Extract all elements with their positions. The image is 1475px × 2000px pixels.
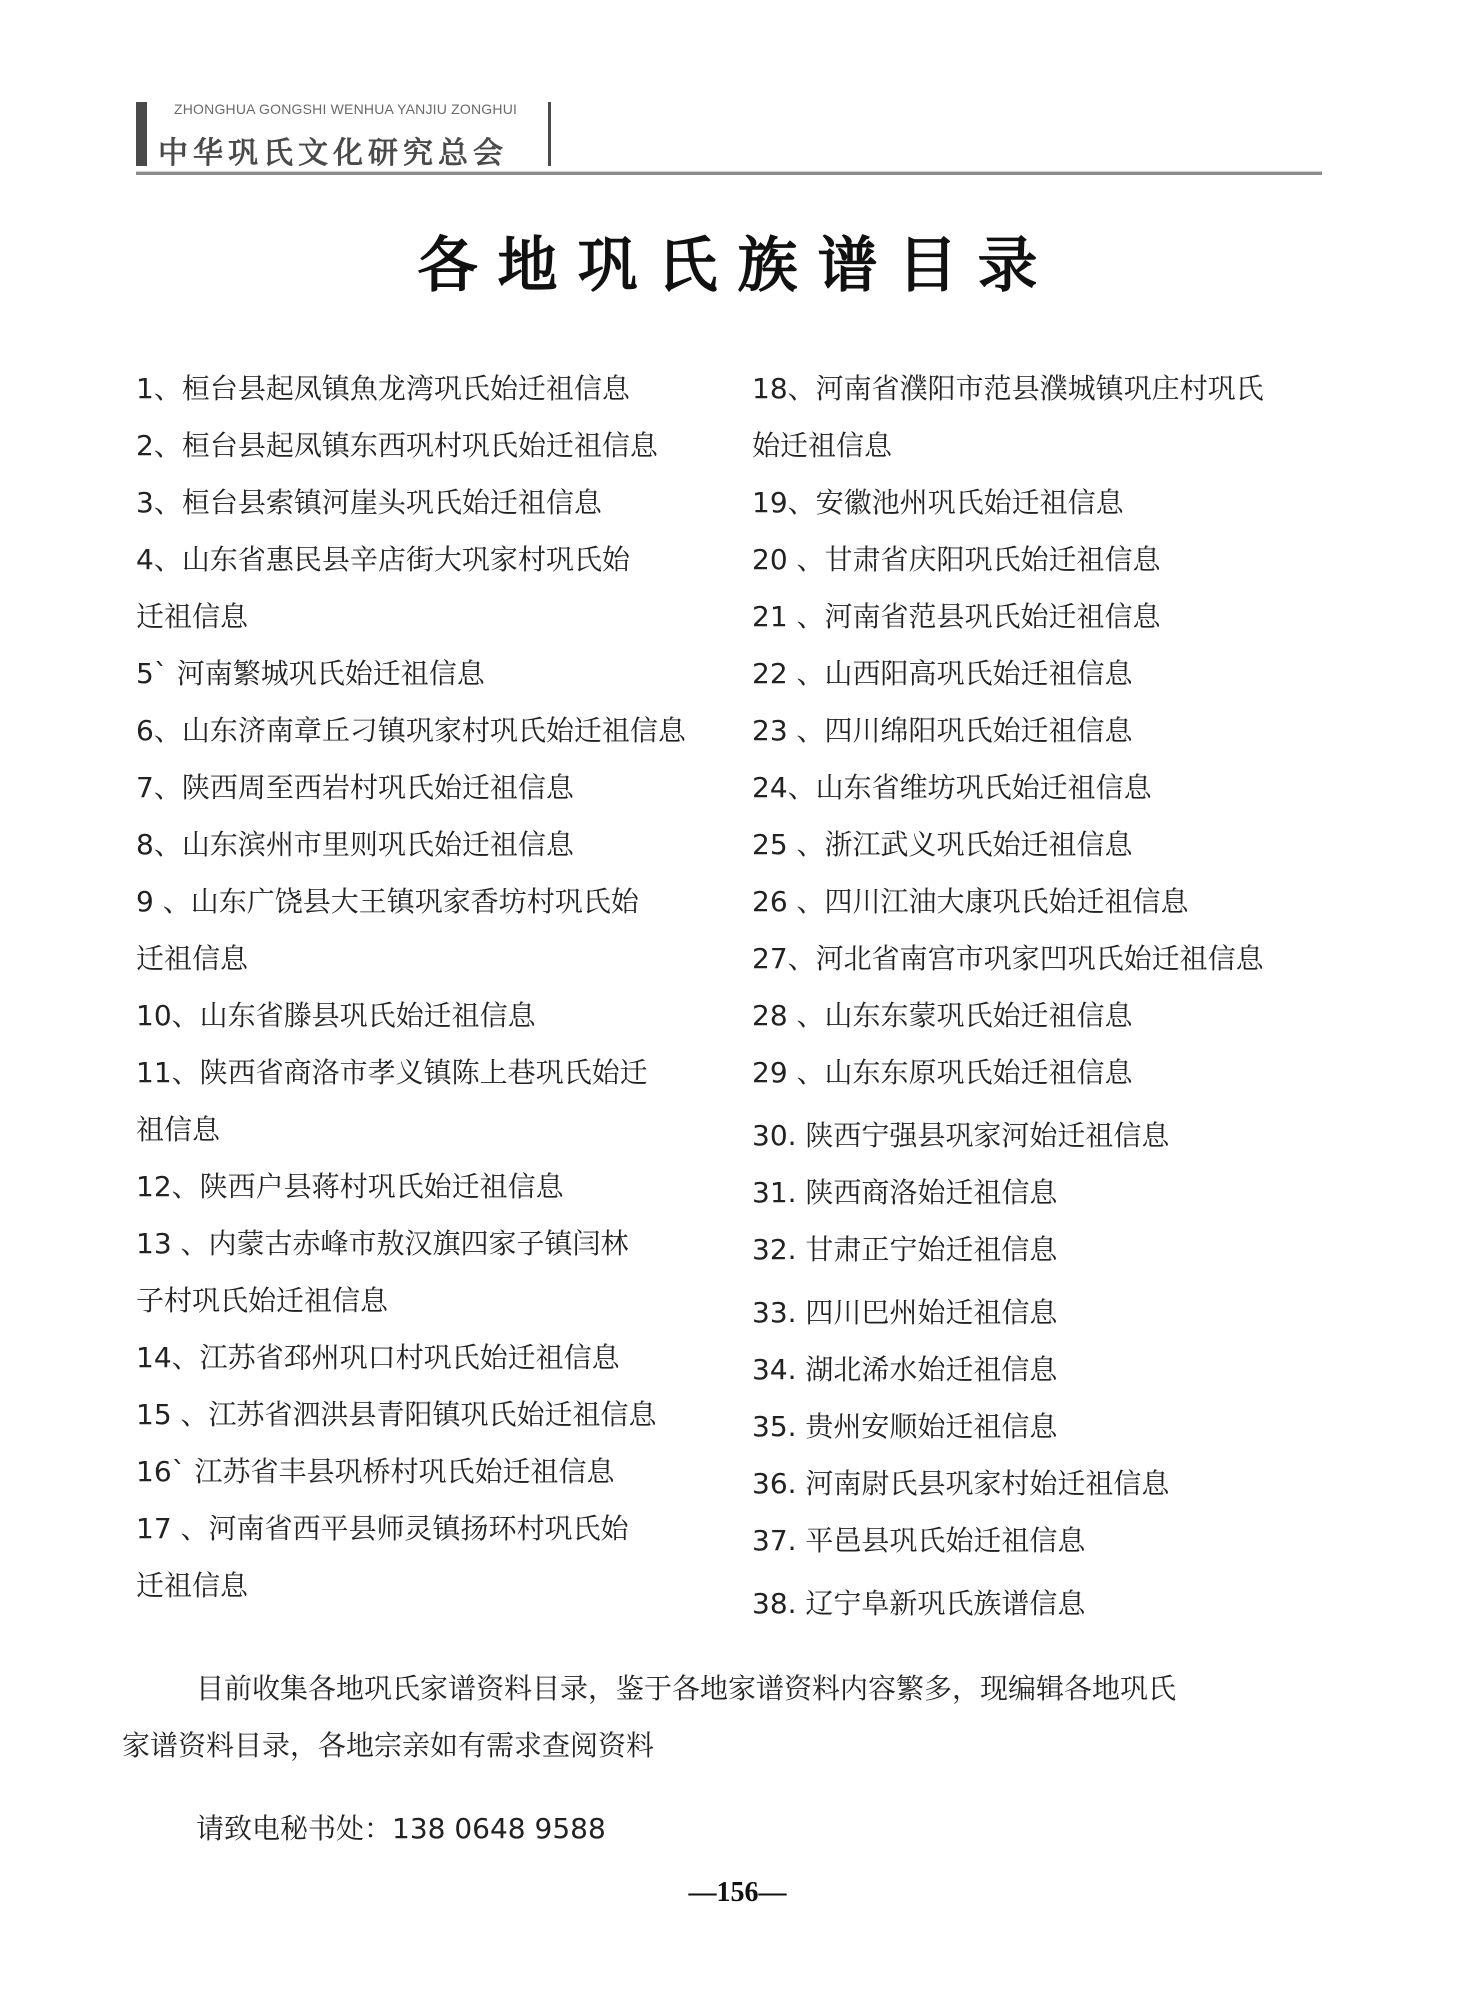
directory-entry	[136, 474, 736, 531]
directory-entry	[752, 531, 1352, 588]
directory-entry	[136, 1443, 736, 1500]
directory-entry	[752, 759, 1352, 816]
directory-entry	[752, 1164, 1352, 1221]
directory-entry	[752, 987, 1352, 1044]
directory-entry	[752, 1575, 1352, 1632]
entry-text: 30. 陕西宁强县巩家河始迁祖信息	[752, 1119, 1170, 1152]
entry-text: 15 、江苏省泗洪县青阳镇巩氏始迁祖信息	[136, 1398, 657, 1431]
entry-text: 5` 河南繁城巩氏始迁祖信息	[136, 657, 485, 690]
entry-text: 32. 甘肃正宁始迁祖信息	[752, 1233, 1058, 1266]
entry-text: 8、山东滨州市里则巩氏始迁祖信息	[136, 828, 574, 861]
directory-entry	[752, 1341, 1352, 1398]
entry-text-continued: 祖信息	[136, 1113, 221, 1146]
entry-text: 18、河南省濮阳市范县濮城镇巩庄村巩氏	[752, 372, 1264, 405]
directory-entry	[752, 930, 1352, 987]
directory-entry	[136, 1500, 736, 1614]
directory-entry	[752, 1284, 1352, 1341]
directory-entry	[136, 1329, 736, 1386]
contact-line: 请致电秘书处：138 0648 9588	[196, 1812, 606, 1845]
header-divider	[548, 102, 551, 166]
header-accent-bar	[136, 102, 147, 166]
directory-entry	[136, 1386, 736, 1443]
directory-entry	[136, 759, 736, 816]
entry-text: 33. 四川巴州始迁祖信息	[752, 1296, 1058, 1329]
entry-text: 19、安徽池州巩氏始迁祖信息	[752, 486, 1124, 519]
directory-entry	[752, 588, 1352, 645]
directory-entry	[136, 417, 736, 474]
entry-text: 2、桓台县起凤镇东西巩村巩氏始迁祖信息	[136, 429, 658, 462]
page-number: —156—	[688, 1877, 787, 1908]
entry-text: 24、山东省维坊巩氏始迁祖信息	[752, 771, 1152, 804]
entry-text: 26 、四川江油大康巩氏始迁祖信息	[752, 885, 1189, 918]
entry-text-continued: 始迁祖信息	[752, 429, 893, 462]
entry-text: 31. 陕西商洛始迁祖信息	[752, 1176, 1058, 1209]
entry-text: 13 、内蒙古赤峰市敖汉旗四家子镇闫林	[136, 1227, 629, 1260]
entry-text: 17 、河南省西平县师灵镇扬环村巩氏始	[136, 1512, 629, 1545]
directory-entry	[136, 1044, 736, 1158]
directory-entry	[752, 1044, 1352, 1101]
entry-text: 22 、山西阳高巩氏始迁祖信息	[752, 657, 1133, 690]
directory-entry	[752, 1221, 1352, 1278]
directory-entry	[752, 360, 1352, 474]
directory-entry	[136, 873, 736, 987]
entry-text-continued: 迁祖信息	[136, 1569, 249, 1602]
entry-text: 6、山东济南章丘刁镇巩家村巩氏始迁祖信息	[136, 714, 686, 747]
header-rule	[136, 171, 1322, 175]
directory-entry	[752, 1398, 1352, 1455]
entry-text: 12、陕西户县蒋村巩氏始迁祖信息	[136, 1170, 564, 1203]
entry-text: 16` 江苏省丰县巩桥村巩氏始迁祖信息	[136, 1455, 615, 1488]
directory-entry	[136, 645, 736, 702]
entry-text: 37. 平邑县巩氏始迁祖信息	[752, 1524, 1086, 1557]
header-chinese-name: 中华巩氏文化研究总会	[158, 136, 508, 171]
entry-text-continued: 迁祖信息	[136, 600, 249, 633]
entry-text: 9 、山东广饶县大王镇巩家香坊村巩氏始	[136, 885, 639, 918]
directory-entry	[136, 816, 736, 873]
entry-text: 23 、四川绵阳巩氏始迁祖信息	[752, 714, 1133, 747]
entry-text: 4、山东省惠民县辛店街大巩家村巩氏始	[136, 543, 630, 576]
entry-text: 3、桓台县索镇河崖头巩氏始迁祖信息	[136, 486, 602, 519]
directory-entry	[752, 816, 1352, 873]
directory-entry	[136, 702, 736, 759]
note-paragraph-line1: 目前收集各地巩氏家谱资料目录，鉴于各地家谱资料内容繁多，现编辑各地巩氏	[196, 1672, 1177, 1705]
directory-entry	[136, 1215, 736, 1329]
entry-text: 34. 湖北浠水始迁祖信息	[752, 1353, 1058, 1386]
entry-text: 1、桓台县起凤镇魚龙湾巩氏始迁祖信息	[136, 372, 630, 405]
entry-text-continued: 迁祖信息	[136, 942, 249, 975]
directory-entry	[136, 531, 736, 645]
directory-column-left	[136, 360, 736, 1614]
entry-text: 7、陕西周至西岩村巩氏始迁祖信息	[136, 771, 574, 804]
page-title: 各地巩氏族谱目录	[417, 231, 1058, 301]
directory-entry	[136, 1158, 736, 1215]
directory-entry	[752, 645, 1352, 702]
entry-text-continued: 子村巩氏始迁祖信息	[136, 1284, 389, 1317]
entry-text: 28 、山东东蒙巩氏始迁祖信息	[752, 999, 1133, 1032]
directory-entry	[752, 702, 1352, 759]
entry-text: 38. 辽宁阜新巩氏族谱信息	[752, 1587, 1086, 1620]
entry-text: 10、山东省滕县巩氏始迁祖信息	[136, 999, 536, 1032]
directory-entry	[752, 1512, 1352, 1569]
entry-text: 27、河北省南宫市巩家凹巩氏始迁祖信息	[752, 942, 1264, 975]
directory-column-right	[752, 360, 1352, 1632]
directory-entry	[752, 1455, 1352, 1512]
entry-text: 11、陕西省商洛市孝义镇陈上巷巩氏始迁	[136, 1056, 648, 1089]
header-english-name: ZHONGHUA GONGSHI WENHUA YANJIU ZONGHUI	[174, 101, 518, 117]
entry-text: 35. 贵州安顺始迁祖信息	[752, 1410, 1058, 1443]
entry-text: 21 、河南省范县巩氏始迁祖信息	[752, 600, 1161, 633]
directory-entry	[136, 987, 736, 1044]
entry-text: 25 、浙江武义巩氏始迁祖信息	[752, 828, 1133, 861]
entry-text: 36. 河南尉氏县巩家村始迁祖信息	[752, 1467, 1170, 1500]
directory-entry	[752, 873, 1352, 930]
directory-entry	[752, 1107, 1352, 1164]
directory-entry	[136, 360, 736, 417]
entry-text: 20 、甘肃省庆阳巩氏始迁祖信息	[752, 543, 1161, 576]
note-paragraph-line2: 家谱资料目录，各地宗亲如有需求查阅资料	[122, 1729, 655, 1762]
directory-entry	[752, 474, 1352, 531]
entry-text: 29 、山东东原巩氏始迁祖信息	[752, 1056, 1133, 1089]
entry-text: 14、江苏省邳州巩口村巩氏始迁祖信息	[136, 1341, 620, 1374]
